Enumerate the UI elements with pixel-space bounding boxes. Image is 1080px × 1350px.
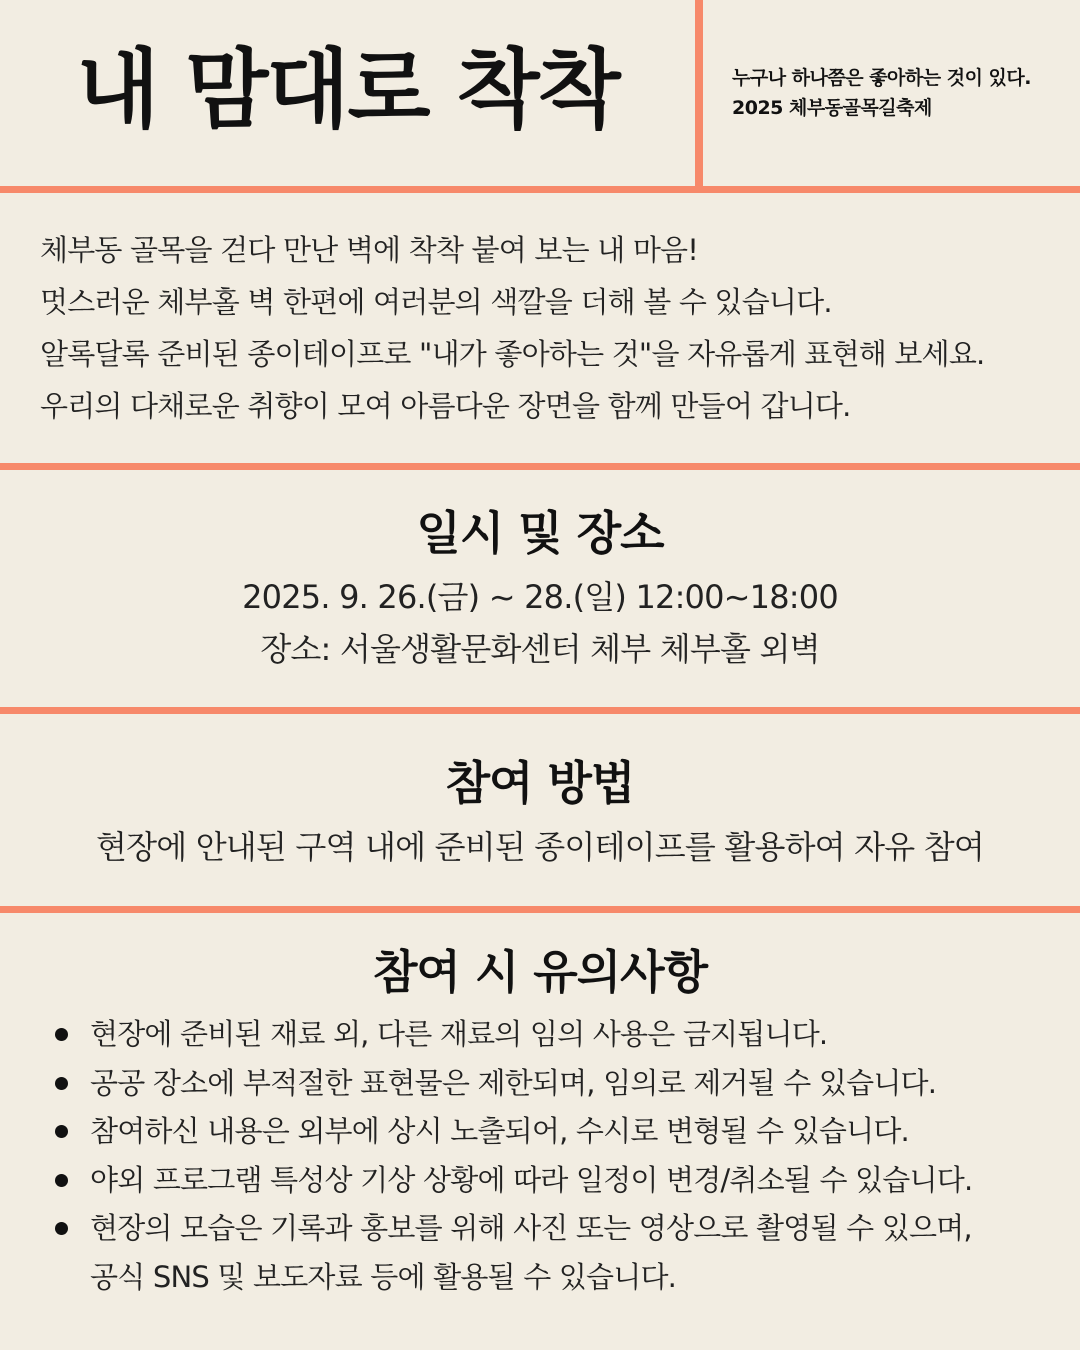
caution-text: 야외 프로그램 특성상 기상 상황에 따라 일정이 변경/취소될 수 있습니다. <box>90 1162 973 1197</box>
list-item <box>55 1010 1055 1059</box>
caution-text: 공공 장소에 부적절한 표현물은 제한되며, 임의로 제거될 수 있습니다. <box>90 1065 937 1100</box>
divider-schedule <box>0 707 1080 714</box>
divider-header <box>0 186 1080 193</box>
caution-text: 참여하신 내용은 외부에 상시 노출되어, 수시로 변형될 수 있습니다. <box>90 1114 909 1148</box>
list-item <box>55 1059 1055 1108</box>
participation-heading: 참여 방법 <box>445 756 635 810</box>
intro-paragraph <box>40 224 1050 432</box>
cautions-heading: 참여 시 유의사항 <box>372 945 708 999</box>
schedule-heading: 일시 및 장소 <box>416 506 664 560</box>
bullet-icon <box>55 1222 68 1235</box>
participation-text-wrap <box>0 821 1080 873</box>
schedule-details <box>0 571 1080 675</box>
caution-text-continuation: 공식 SNS 및 보도자료 등에 활용될 수 있습니다. <box>90 1259 677 1294</box>
divider-participation <box>0 906 1080 913</box>
list-item <box>55 1107 1055 1156</box>
header-tagline <box>732 63 1072 123</box>
bullet-icon <box>55 1028 68 1041</box>
caution-text: 현장의 모습은 기록과 홍보를 위해 사진 또는 영상으로 촬영될 수 있으며, <box>90 1211 972 1245</box>
schedule-datetime: 2025. 9. 26.(금) ~ 28.(일) 12:00~18:00 <box>242 578 838 616</box>
header-divider-vertical <box>695 0 703 190</box>
caution-text: 현장에 준비된 재료 외, 다른 재료의 임의 사용은 금지됩니다. <box>90 1017 828 1051</box>
bullet-icon <box>55 1125 68 1138</box>
schedule-place: 장소: 서울생활문화센터 체부 체부홀 외벽 <box>260 630 820 668</box>
bullet-icon <box>55 1077 68 1090</box>
list-item <box>55 1156 1055 1205</box>
intro-line: 멋스러운 체부홀 벽 한편에 여러분의 색깔을 더해 볼 수 있습니다. <box>40 285 832 319</box>
divider-intro <box>0 463 1080 470</box>
page-title: 내 맘대로 착착 <box>76 40 619 140</box>
intro-line: 체부동 골목을 걷다 만난 벽에 착착 붙여 보는 내 마음! <box>40 233 699 267</box>
tagline-line-1: 누구나 하나쯤은 좋아하는 것이 있다. <box>732 67 1031 89</box>
participation-text: 현장에 안내된 구역 내에 준비된 종이테이프를 활용하여 자유 참여 <box>95 828 984 866</box>
tagline-line-2: 2025 체부동골목길축제 <box>732 97 932 119</box>
intro-line: 우리의 다채로운 취향이 모여 아름다운 장면을 함께 만들어 갑니다. <box>40 389 851 423</box>
list-item <box>55 1204 1055 1301</box>
cautions-list <box>55 1010 1055 1301</box>
bullet-icon <box>55 1174 68 1187</box>
intro-line: 알록달록 준비된 종이테이프로 "내가 좋아하는 것"을 자유롭게 표현해 보세요. <box>40 337 985 371</box>
